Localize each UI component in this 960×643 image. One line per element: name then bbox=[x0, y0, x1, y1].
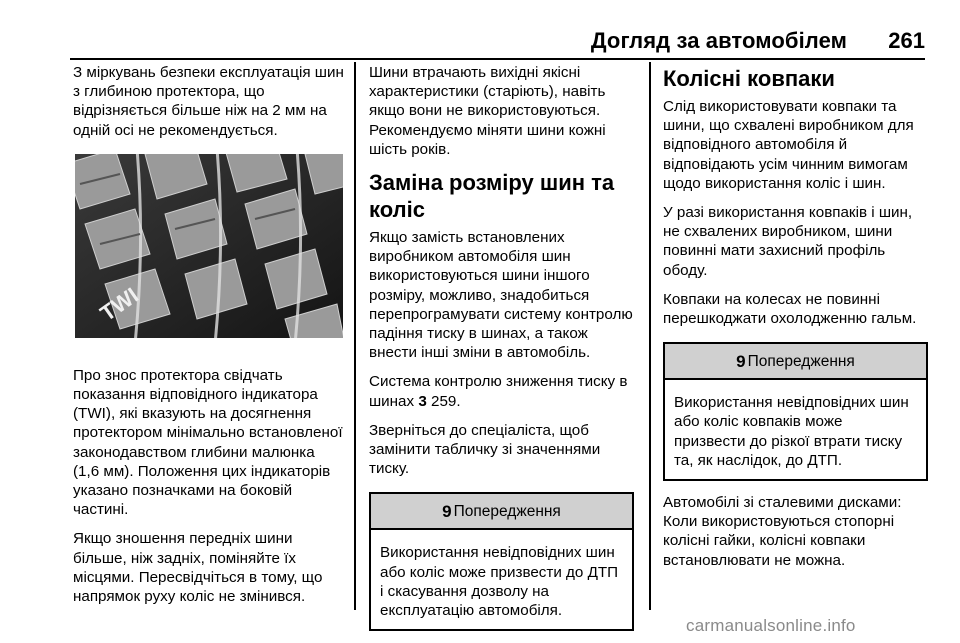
tpms-text: Система контролю зниження тиску в шинах bbox=[369, 373, 628, 410]
warning-title-2: Попередження bbox=[747, 352, 855, 370]
warning-header bbox=[371, 494, 632, 530]
col2-paragraph-3 bbox=[369, 372, 634, 410]
col1-paragraph-3: Якщо зношення передніх шини більше, ніж задніх, поміняйте їх місцями. Пересвідчіться в тому, що напрямок руху коліс не змінився. bbox=[73, 530, 323, 606]
column-2 bbox=[369, 63, 634, 643]
col3-paragraph-1: Слід використовувати ковпаки та шини, що схвалені виробником для відповідного автомобіля й відповідають усім чинним вимогам щодо використання коліс і шин. bbox=[663, 98, 914, 192]
page-header bbox=[70, 22, 925, 60]
twi-label: TWI bbox=[95, 282, 143, 326]
col3-paragraph-3: Ковпаки на колесах не повинні перешкоджати охолодженню гальм. bbox=[663, 290, 917, 328]
warning-title: Попередження bbox=[453, 502, 561, 520]
watermark: carmanualsonline.info bbox=[686, 616, 856, 635]
warning-text: Використання невідповідних шин або коліс може призвести до ДТП і скасування дозволу на експлуатацію автомобіля. bbox=[380, 544, 619, 620]
warning-box bbox=[369, 492, 634, 631]
warning-icon-2: 9 bbox=[736, 351, 746, 371]
col2-paragraph-4: Зверніться до спеціаліста, щоб замінити табличку зі значеннями тиску. bbox=[369, 421, 601, 478]
col2-paragraph-2: Якщо замість встановлених виробником автомобіля шин використовуються шини іншого розміру, можливо, знадобиться перепрограмувати систему контролю падіння тиску в шинах, а також внести інші зміни в автомобіль. bbox=[369, 229, 633, 362]
column-1 bbox=[73, 63, 345, 616]
column-divider-1 bbox=[354, 62, 356, 610]
col2-paragraph-1: Шини втрачають вихідні якісні характеристики (старіють), навіть якщо вони не використовуються. Рекомендуємо міняти шини кожні шість років. bbox=[369, 64, 606, 158]
column-divider-2 bbox=[649, 62, 651, 610]
warning-text-2: Використання невідповідних шин або коліс ковпаків може призвести до різкої втрати тиску та, як наслідок, до ДТП. bbox=[674, 394, 909, 469]
page-reference[interactable]: 259. bbox=[431, 392, 461, 410]
warning-box-2 bbox=[663, 342, 928, 481]
page-number: 261 bbox=[888, 28, 925, 53]
warning-icon: 9 bbox=[442, 501, 452, 521]
tire-tread-image bbox=[75, 154, 343, 338]
header-title: Догляд за автомобілем bbox=[590, 28, 847, 53]
section-heading-wheel-covers: Колісні ковпаки bbox=[663, 66, 835, 91]
section-heading-tire-size: Заміна розміру шин та коліс bbox=[369, 170, 615, 223]
col1-paragraph-2: Про знос протектора свідчать показання відповідного індикатора (TWI), які вказують на досягнення протектором мінімально встановленої законодавством глибини малюнка (1,6 мм). Положення цих індикаторів указано позначками на боковій частині. bbox=[73, 366, 343, 519]
warning-header-2 bbox=[665, 344, 926, 380]
tire-tread-illustration bbox=[75, 154, 343, 338]
page-reference-icon: 3 bbox=[418, 392, 427, 410]
column-3 bbox=[663, 63, 928, 580]
col3-paragraph-2: У разі використання ковпаків і шин, не схвалених виробником, шини повинні мати захисний профіль ободу. bbox=[663, 204, 913, 279]
col3-paragraph-4: Автомобілі зі сталевими дисками: Коли використовуються стопорні колісні гайки, колісні ковпаки встановлювати не можна. bbox=[663, 494, 902, 569]
col1-paragraph-1: З міркувань безпеки експлуатація шин з глибиною протектора, що відрізняється більше ніж на 2 мм на одній осі не рекомендується. bbox=[73, 64, 344, 139]
